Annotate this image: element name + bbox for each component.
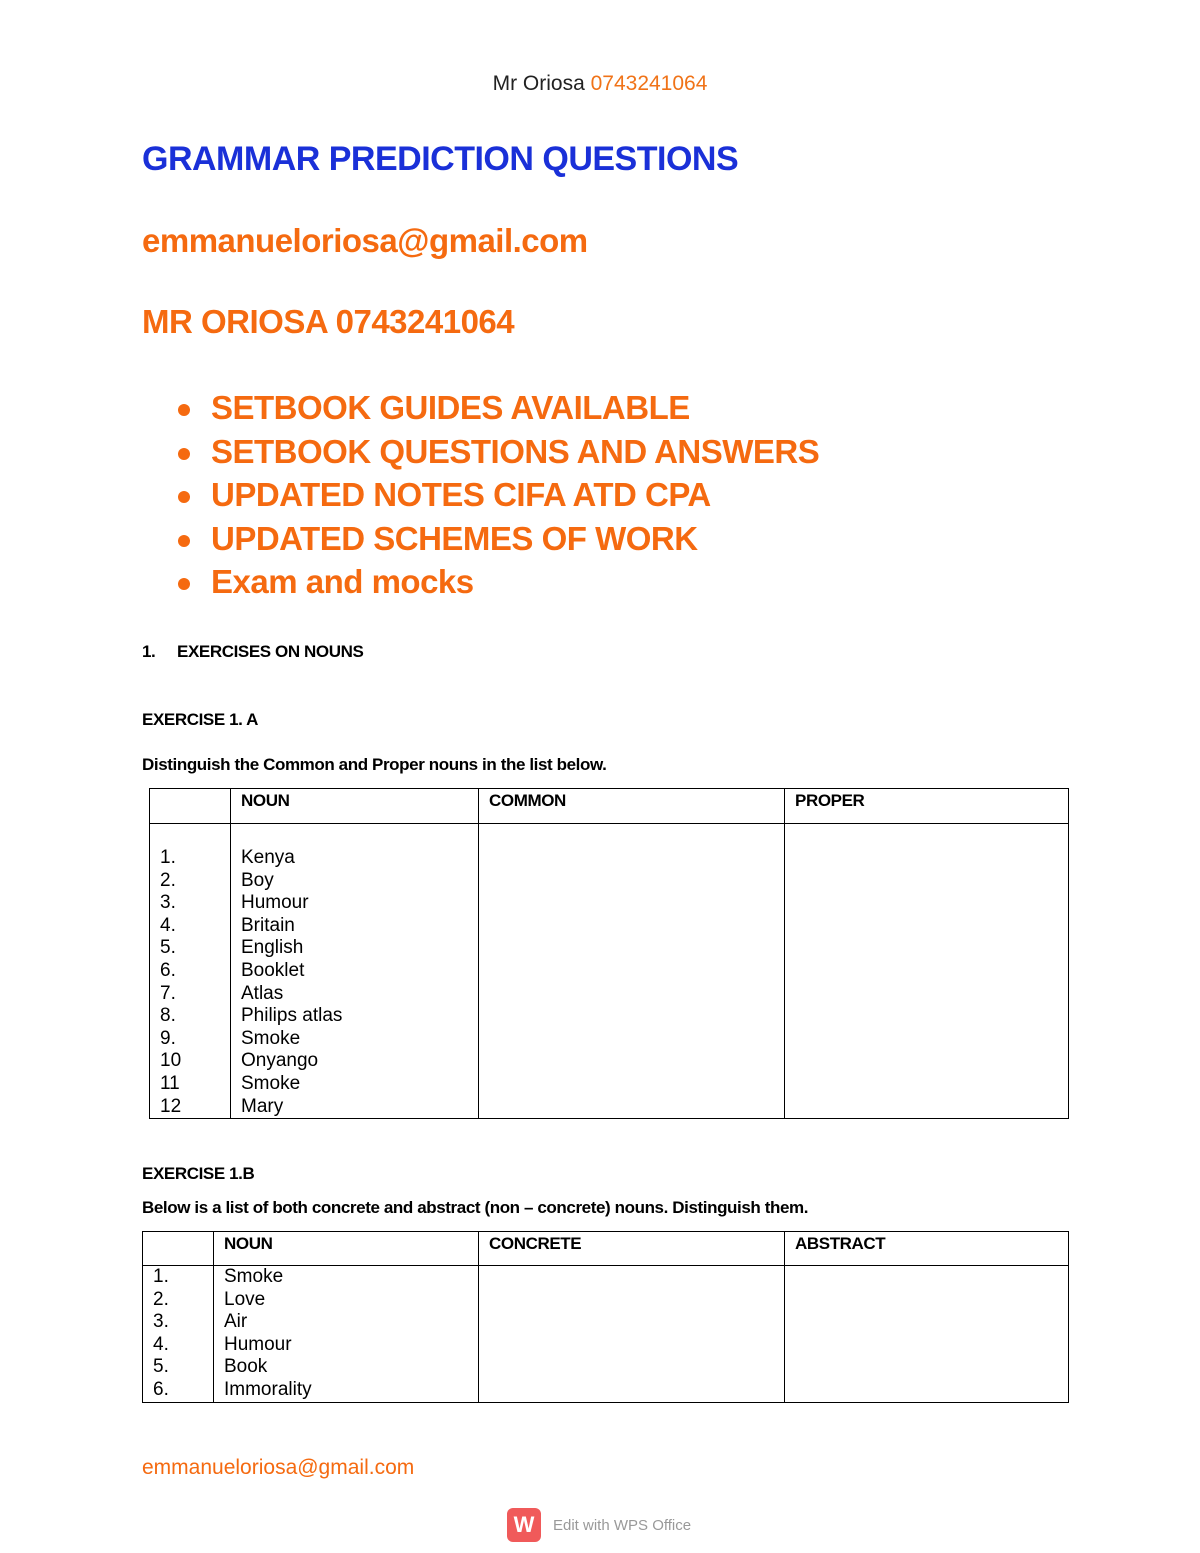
exercise-b-instruction: Below is a list of both concrete and abstract (non – concrete) nouns. Distinguish them.: [142, 1198, 809, 1217]
bullet-icon: [178, 535, 190, 547]
service-item: SETBOOK QUESTIONS AND ANSWERS: [176, 430, 819, 474]
bullet-icon: [178, 448, 190, 460]
page-header: [0, 72, 1200, 96]
noun-column: Smoke Love Air Humour Book Immorality: [214, 1266, 479, 1403]
section-title: EXERCISES ON NOUNS: [177, 642, 364, 661]
abstract-answer-cell[interactable]: [785, 1266, 1069, 1403]
exercise-b-table: [142, 1231, 1069, 1403]
service-item: SETBOOK GUIDES AVAILABLE: [176, 386, 819, 430]
exercise-a-table: [149, 788, 1069, 1119]
header-cell-concrete: CONCRETE: [479, 1232, 785, 1266]
document-title: GRAMMAR PREDICTION QUESTIONS: [142, 140, 739, 178]
wps-badge[interactable]: [507, 1508, 691, 1542]
header-cell-common: COMMON: [479, 789, 785, 824]
contact-email[interactable]: emmanueloriosa@gmail.com: [142, 222, 588, 259]
header-name: Mr Oriosa: [492, 72, 585, 95]
proper-answer-cell[interactable]: [785, 824, 1069, 1119]
header-phone: 0743241064: [590, 72, 708, 95]
header-cell-number: [143, 1232, 214, 1266]
number-column: 1. 2. 3. 4. 5. 6.: [143, 1266, 214, 1403]
bullet-icon: [178, 491, 190, 503]
bullet-icon: [178, 578, 190, 590]
header-cell-abstract: ABSTRACT: [785, 1232, 1069, 1266]
exercise-b-heading: EXERCISE 1.B: [142, 1164, 255, 1183]
exercise-a-instruction: Distinguish the Common and Proper nouns in the list below.: [142, 755, 607, 774]
exercise-a-heading: EXERCISE 1. A: [142, 710, 259, 729]
common-answer-cell[interactable]: [479, 824, 785, 1119]
wps-text: Edit with WPS Office: [553, 1516, 692, 1534]
section-number: 1.: [142, 642, 156, 661]
header-cell-noun: NOUN: [214, 1232, 479, 1266]
footer-email[interactable]: emmanueloriosa@gmail.com: [142, 1456, 415, 1479]
wps-logo-icon: W: [507, 1508, 541, 1542]
service-item: Exam and mocks: [176, 560, 819, 604]
service-item: UPDATED SCHEMES OF WORK: [176, 517, 819, 561]
section-heading: [142, 642, 363, 662]
header-cell-proper: PROPER: [785, 789, 1069, 824]
services-list: [176, 386, 819, 604]
bullet-icon: [178, 404, 190, 416]
header-cell-number: [150, 789, 231, 824]
header-cell-noun: NOUN: [231, 789, 479, 824]
number-column: 1. 2. 3. 4. 5. 6. 7. 8. 9. 10 11 12: [150, 824, 231, 1119]
noun-column: Kenya Boy Humour Britain English Booklet Atlas Philips atlas Smoke Onyango Smoke Mary: [231, 824, 479, 1119]
contact-phone: MR ORIOSA 0743241064: [142, 303, 515, 340]
concrete-answer-cell[interactable]: [479, 1266, 785, 1403]
service-item: UPDATED NOTES CIFA ATD CPA: [176, 473, 819, 517]
